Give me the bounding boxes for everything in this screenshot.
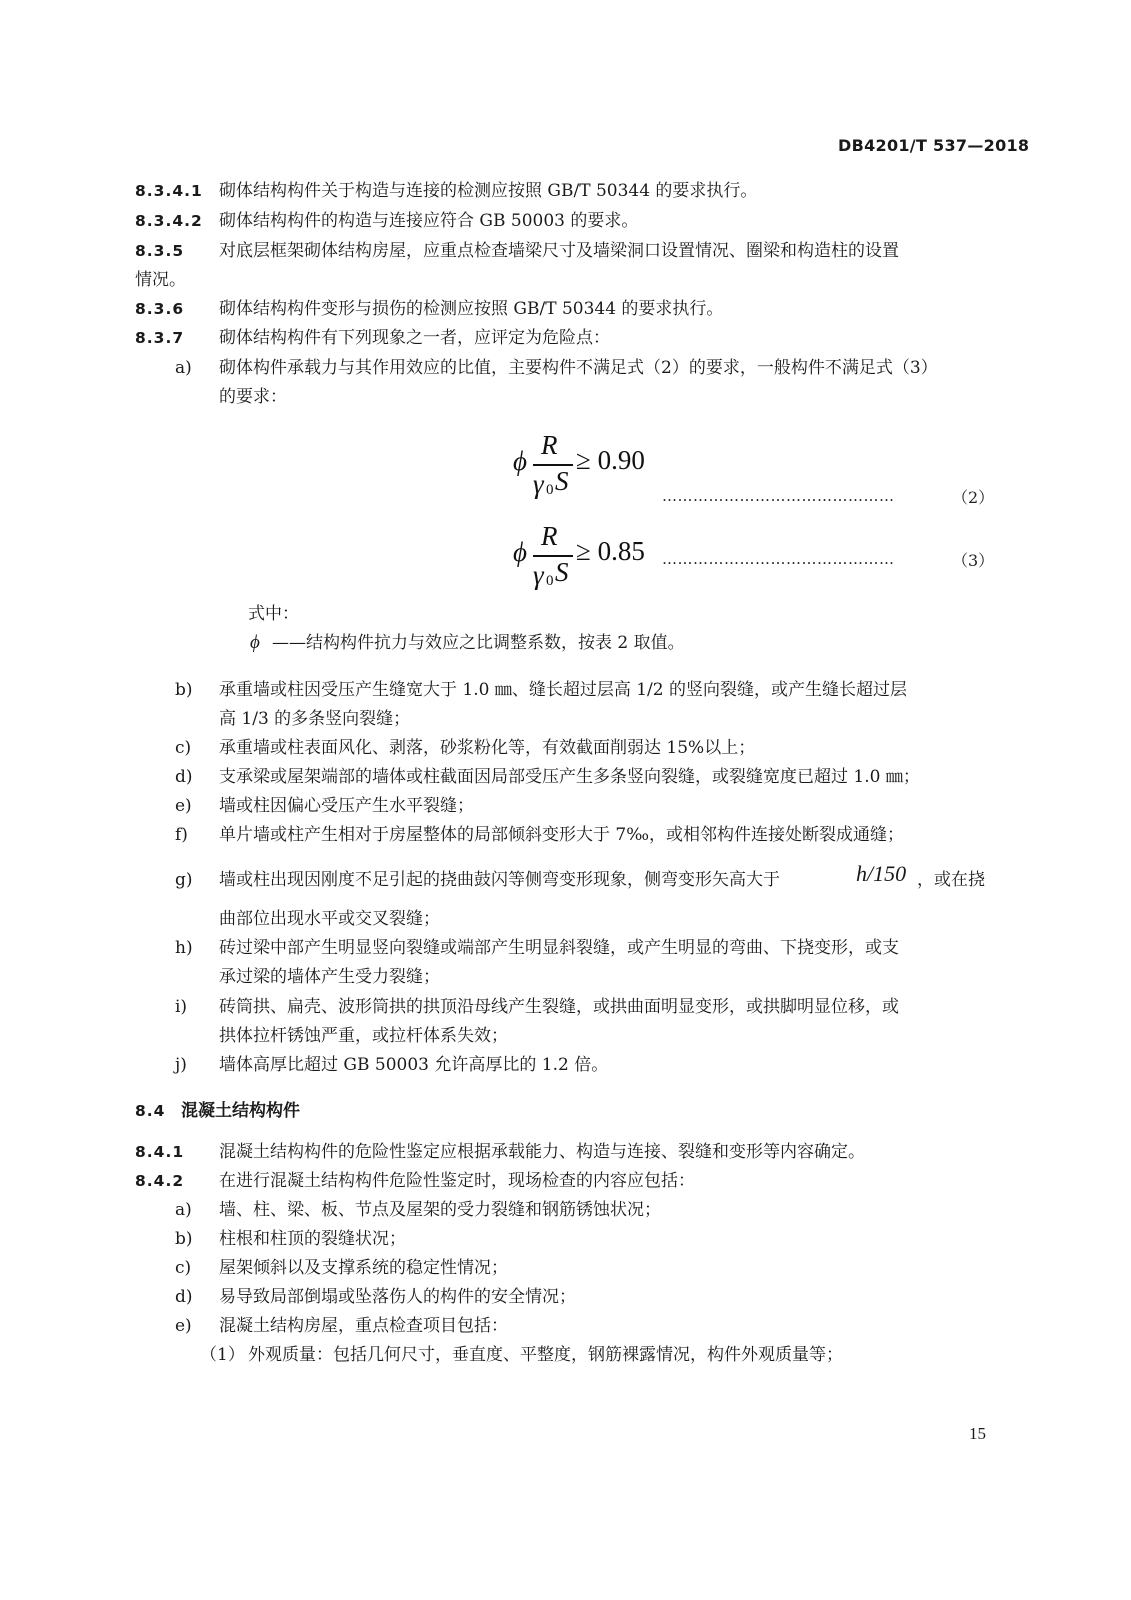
item-label: j) <box>175 1055 187 1075</box>
item-text: 砖过梁中部产生明显竖向裂缝或端部产生明显斜裂缝，或产生明显的弯曲、下挠变形，或支 <box>219 938 899 958</box>
clause-text: 砌体结构构件的构造与连接应符合 GB 50003 的要求。 <box>219 211 639 231</box>
denominator-s: S <box>555 466 569 496</box>
numerator-r: R <box>541 521 558 551</box>
item-text: 单片墙或柱产生相对于房屋整体的局部倾斜变形大于 7‰，或相邻构件连接处断裂成通缝； <box>219 825 905 845</box>
item-label: f) <box>175 825 188 845</box>
clause-number: 8.3.7 <box>135 329 185 347</box>
clause-number: 8.3.6 <box>135 300 185 318</box>
clause-text: 对底层框架砌体结构房屋，应重点检查墙梁尺寸及墙梁洞口设置情况、圈梁和构造柱的设置 <box>219 241 899 261</box>
formula-rhs: ≥ 0.85 <box>576 536 645 566</box>
clause-number: 8.3.5 <box>135 242 185 260</box>
item-label: d) <box>175 767 193 787</box>
item-text: 屋架倾斜以及支撑系统的稳定性情况； <box>219 1258 508 1278</box>
clause-text: 混凝土结构构件的危险性鉴定应根据承载能力、构造与连接、裂缝和变形等内容确定。 <box>219 1142 865 1162</box>
item-label: b) <box>175 1229 193 1249</box>
numerator-r: R <box>541 430 558 460</box>
item-text: 支承梁或屋架端部的墙体或柱截面因局部受压产生多条竖向裂缝，或裂缝宽度已超过 1.0 ㎜； <box>219 767 920 787</box>
section-title: 混凝土结构构件 <box>181 1101 300 1121</box>
item-text: 墙体高厚比超过 GB 50003 允许高厚比的 1.2 倍。 <box>219 1055 609 1075</box>
phi-symbol: ϕ <box>513 537 527 567</box>
where-label: 式中： <box>248 604 299 624</box>
item-label: d) <box>175 1287 193 1307</box>
clause-text: 在进行混凝土结构构件危险性鉴定时，现场检查的内容应包括： <box>219 1171 695 1191</box>
formula-rhs: ≥ 0.90 <box>576 445 645 475</box>
leader-dots: ……………………………………… <box>662 550 895 568</box>
item-text: 易导致局部倒塌或坠落伤人的构件的安全情况； <box>219 1287 576 1307</box>
item-text: 承重墙或柱因受压产生缝宽大于 1.0 ㎜、缝长超过层高 1/2 的竖向裂缝，或产生缝长超过层 <box>219 680 908 700</box>
item-label: g) <box>175 870 193 890</box>
item-label: e) <box>175 1316 192 1336</box>
item-text: 柱根和柱顶的裂缝状况； <box>219 1229 406 1249</box>
item-text: 砖筒拱、扁壳、波形筒拱的拱顶沿母线产生裂缝，或拱曲面明显变形，或拱脚明显位移，或 <box>219 997 899 1017</box>
gamma-symbol: γ <box>533 560 544 590</box>
doc-code-header: DB4201/T 537—2018 <box>838 136 1030 155</box>
phi-definition-text: ——结构构件抗力与效应之比调整系数，按表 2 取值。 <box>272 633 685 653</box>
item-label: a) <box>175 358 192 378</box>
clause-number: 8.3.4.2 <box>135 212 203 230</box>
clause-text: 砌体结构构件有下列现象之一者，应评定为危险点： <box>219 328 610 348</box>
clause-number: 8.4.1 <box>135 1143 185 1161</box>
clause-text: 砌体结构构件变形与损伤的检测应按照 GB/T 50344 的要求执行。 <box>219 299 724 319</box>
item-text-cont: 承过梁的墙体产生受力裂缝； <box>219 967 440 987</box>
clause-text-cont: 情况。 <box>135 270 186 290</box>
page-number: 15 <box>969 1424 986 1443</box>
item-text-tail: ，或在挠 <box>917 870 985 890</box>
clause-number: 8.3.4.1 <box>135 182 203 200</box>
item-label: c) <box>175 1258 192 1278</box>
gamma-symbol: γ <box>533 469 544 499</box>
phi-symbol: ϕ <box>250 632 260 653</box>
item-label: a) <box>175 1200 192 1220</box>
equation-number: （2） <box>952 488 995 507</box>
item-label: i) <box>175 997 188 1017</box>
item-label: e) <box>175 796 192 816</box>
section-number: 8.4 <box>135 1102 166 1120</box>
clause-number: 8.4.2 <box>135 1172 185 1190</box>
item-text: 墙或柱因偏心受压产生水平裂缝； <box>219 796 474 816</box>
gamma-subscript: 0 <box>546 482 554 498</box>
clause-text: 砌体结构构件关于构造与连接的检测应按照 GB/T 50344 的要求执行。 <box>219 181 758 201</box>
item-text-cont: 曲部位出现水平或交叉裂缝； <box>219 909 440 929</box>
item-label: b) <box>175 680 193 700</box>
sub-item-text: 外观质量：包括几何尺寸，垂直度、平整度，钢筋裸露情况，构件外观质量等； <box>248 1345 843 1365</box>
gamma-subscript: 0 <box>546 573 554 589</box>
equation-number: （3） <box>952 551 995 570</box>
item-text: 承重墙或柱表面风化、剥落，砂浆粉化等，有效截面削弱达 15%以上； <box>219 738 756 758</box>
item-text: 砌体构件承载力与其作用效应的比值，主要构件不满足式（2）的要求，一般构件不满足式（3） <box>219 358 938 378</box>
item-label: h) <box>175 938 193 958</box>
item-text: 墙或柱出现因刚度不足引起的挠曲鼓闪等侧弯变形现象，侧弯变形矢高大于 <box>219 870 780 890</box>
item-text-cont: 的要求： <box>219 387 287 407</box>
item-text: 墙、柱、梁、板、节点及屋架的受力裂缝和钢筋锈蚀状况； <box>219 1200 661 1220</box>
item-text-cont: 拱体拉杆锈蚀严重，或拉杆体系失效； <box>219 1026 508 1046</box>
denominator-s: S <box>555 557 569 587</box>
sub-item-label: （1） <box>200 1345 245 1365</box>
leader-dots: ……………………………………… <box>662 487 895 505</box>
ratio-math: h/150 <box>856 861 907 886</box>
item-text-cont: 高 1/3 的多条竖向裂缝； <box>219 709 411 729</box>
item-text: 混凝土结构房屋，重点检查项目包括： <box>219 1316 508 1336</box>
item-label: c) <box>175 738 192 758</box>
phi-symbol: ϕ <box>513 446 527 476</box>
